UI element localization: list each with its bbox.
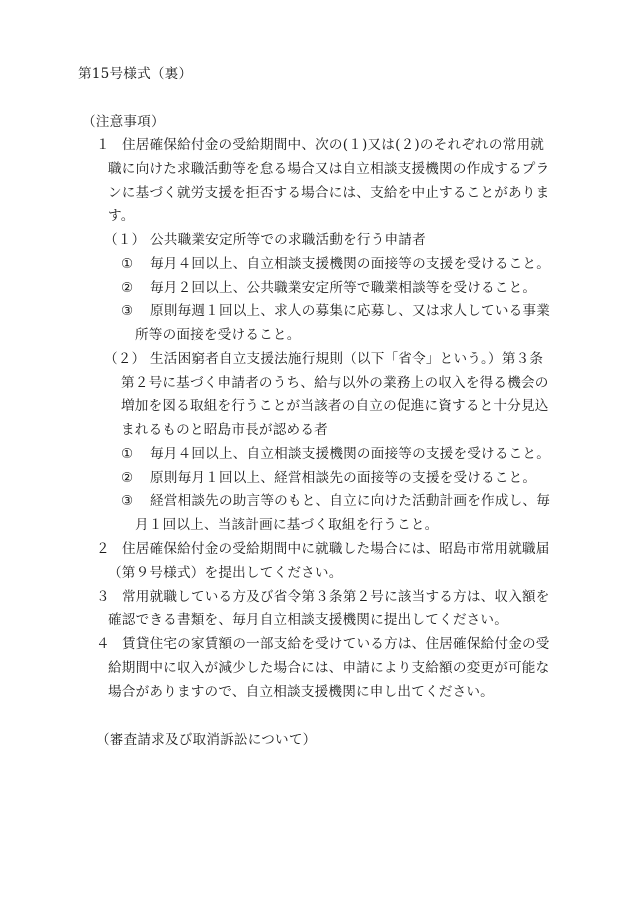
sub2-bullet3-line2: 月１回以上、当該計画に基づく取組を行うこと。: [135, 517, 439, 533]
sub2-line3: 増加を図る取組を行うことが当該者の自立の促進に資すると十分見込: [121, 398, 549, 414]
item2-number: ２: [96, 541, 110, 557]
notes-heading: （注意事項）: [82, 114, 165, 130]
sub2-line1: 生活困窮者自立支援法施行規則（以下「省令」という。）第３条: [150, 351, 544, 367]
item3-line1: 常用就職している方及び省令第３条第２号に該当する方は、収入額を: [122, 589, 550, 605]
sub2-bullet1-line1: 毎月４回以上、自立相談支援機関の面接等の支援を受けること。: [150, 446, 551, 462]
sub1-bullet3-line2: 所等の面接を受けること。: [135, 327, 301, 343]
item1-line4: す。: [108, 208, 135, 224]
item2-line2: （第９号様式）を提出してください。: [108, 565, 343, 581]
item3-line2: 確認できる書類を、毎月自立相談支援機関に提出してください。: [108, 612, 509, 628]
sub1-bullet2-line1: 毎月２回以上、公共職業安定所等で職業相談等を受けること。: [150, 280, 537, 296]
item4-line3: 場合がありますので、自立相談支援機関に申し出てください。: [108, 684, 494, 700]
sub2-line2: 第２号に基づく申請者のうち、給与以外の業務上の収入を得る機会の: [121, 375, 549, 391]
review-heading: （審査請求及び取消訴訟について）: [96, 732, 317, 748]
item4-line2: 給期間中に収入が減少した場合には、申請により支給額の変更が可能な: [108, 660, 550, 676]
sub1-bullet3-line1: 原則毎週１回以上、求人の募集に応募し、又は求人している事業: [150, 303, 551, 319]
sub2-bullet3-line1: 経営相談先の助言等のもと、自立に向けた活動計画を作成し、毎: [150, 493, 551, 509]
sub2-bullet2-mark: ②: [121, 470, 134, 486]
item1-number: １: [96, 137, 110, 153]
sub1-bullet1-mark: ①: [121, 256, 134, 272]
sub2-bullet1-mark: ①: [121, 446, 134, 462]
sub2-line4: まれるものと昭島市長が認める者: [121, 422, 328, 438]
sub1-number: （１）: [104, 232, 146, 248]
item2-line1: 住居確保給付金の受給期間中に就職した場合には、昭島市常用就職届: [122, 541, 550, 557]
sub1-bullet2-mark: ②: [121, 280, 134, 296]
item1-line2: 職に向けた求職活動等を怠る場合又は自立相談支援機関の作成するプラ: [108, 161, 550, 177]
form-title: 第15号様式（裏）: [78, 66, 193, 82]
sub2-bullet3-mark: ③: [121, 493, 134, 509]
item1-line3: ンに基づく就労支援を拒否する場合には、支給を中止することがありま: [108, 185, 550, 201]
item3-number: ３: [96, 589, 110, 605]
item4-number: ４: [96, 636, 110, 652]
sub1-bullet3-mark: ③: [121, 303, 134, 319]
sub2-bullet2-line1: 原則毎月１回以上、経営相談先の面接等の支援を受けること。: [150, 470, 537, 486]
sub1-bullet1-line1: 毎月４回以上、自立相談支援機関の面接等の支援を受けること。: [150, 256, 551, 272]
sub2-number: （２）: [104, 351, 146, 367]
item4-line1: 賃貸住宅の家賃額の一部支給を受けている方は、住居確保給付金の受: [122, 636, 550, 652]
item1-line1: 住居確保給付金の受給期間中、次の(１)又は(２)のそれぞれの常用就: [122, 137, 545, 153]
sub1-text: 公共職業安定所等での求職活動を行う申請者: [150, 232, 426, 248]
